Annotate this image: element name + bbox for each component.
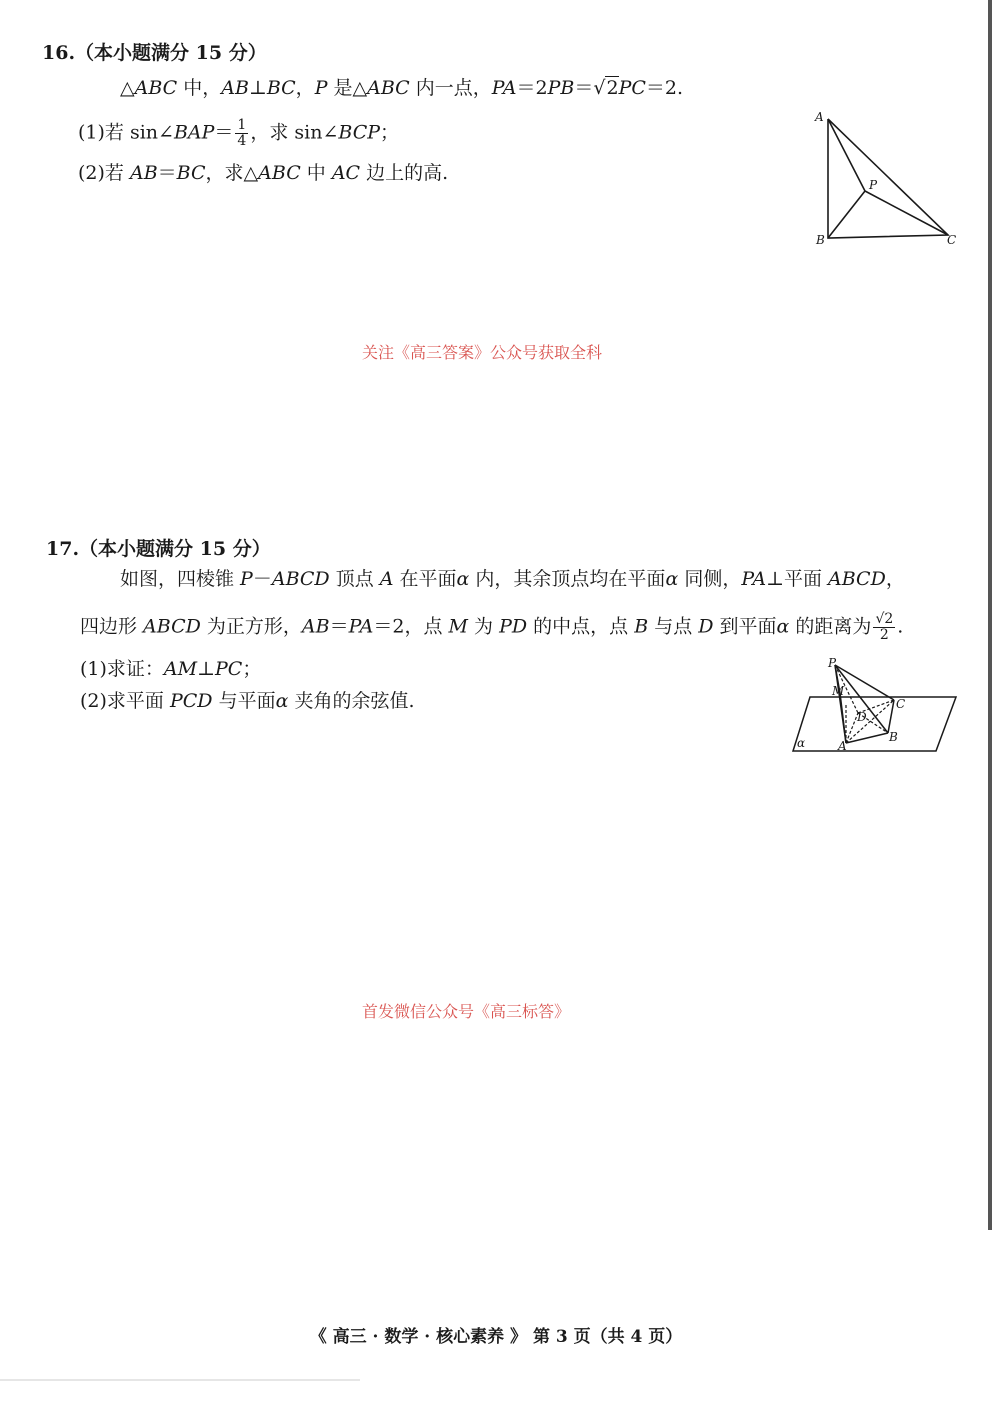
q16-stem: △ABC 中，AB⊥BC，P 是△ABC 内一点，PA＝2PB＝√2PC＝2.: [120, 77, 684, 99]
q17-pyramid-figure: [788, 655, 963, 755]
q16-part2: (2)若 AB＝BC，求△ABC 中 AC 边上的高.: [78, 162, 449, 184]
label-d: D: [857, 710, 867, 724]
q16-fraction: $\frac{1}{4}$: [237, 117, 247, 149]
edge-ma: [840, 693, 846, 743]
label-m: M: [832, 684, 845, 698]
q17-fraction: $\frac{√2}{2}$: [875, 611, 894, 643]
watermark-1: 关注《高三答案》公众号获取全科: [362, 343, 603, 362]
label-a: A: [815, 110, 824, 124]
label-p: P: [869, 178, 878, 192]
edge-ab: [846, 733, 888, 743]
page-footer: 《 高三 · 数学 · 核心素养 》 第 3 页（共 4 页）: [309, 1327, 683, 1347]
q17-line1: 如图，四棱锥 P－ABCD 顶点 A 在平面α 内，其余顶点均在平面α 同侧，PA⊥平面 ABCD，: [120, 568, 905, 590]
q17-part1: (1)求证：AM⊥PC；: [80, 658, 262, 680]
triangle-abc: [828, 119, 948, 238]
q17-part2: (2)求平面 PCD 与平面α 夹角的余弦值.: [80, 690, 415, 712]
label-c: C: [896, 697, 906, 711]
scan-artifact: [0, 1379, 360, 1381]
plane-alpha: [793, 697, 956, 751]
label-p: P: [828, 656, 837, 670]
label-a: A: [838, 739, 847, 753]
label-b: B: [816, 233, 825, 247]
q17-line2: 四边形 ABCD 为正方形，AB＝PA＝2，点 M 为 PD 的中点，点 B 与点 D 到平面α 的距离为 $\frac{√2}{2}$ .: [80, 611, 904, 643]
label-alpha: α: [797, 736, 806, 750]
scan-edge: [988, 0, 992, 1230]
label-b: B: [889, 730, 898, 744]
q17-header: 17.（本小题满分 15 分）: [46, 538, 271, 560]
segment-pc: [865, 191, 948, 235]
q16-header: 16.（本小题满分 15 分）: [42, 42, 267, 64]
segment-pa: [828, 119, 865, 191]
label-c: C: [947, 233, 957, 247]
segment-pb: [828, 191, 865, 238]
q16-triangle-figure: [808, 105, 973, 255]
watermark-2: 首发微信公众号《高三标答》: [362, 1002, 571, 1021]
q16-part1: (1)若 sin∠BAP＝ $\frac{1}{4}$ ，求 sin∠BCP；: [78, 117, 400, 149]
